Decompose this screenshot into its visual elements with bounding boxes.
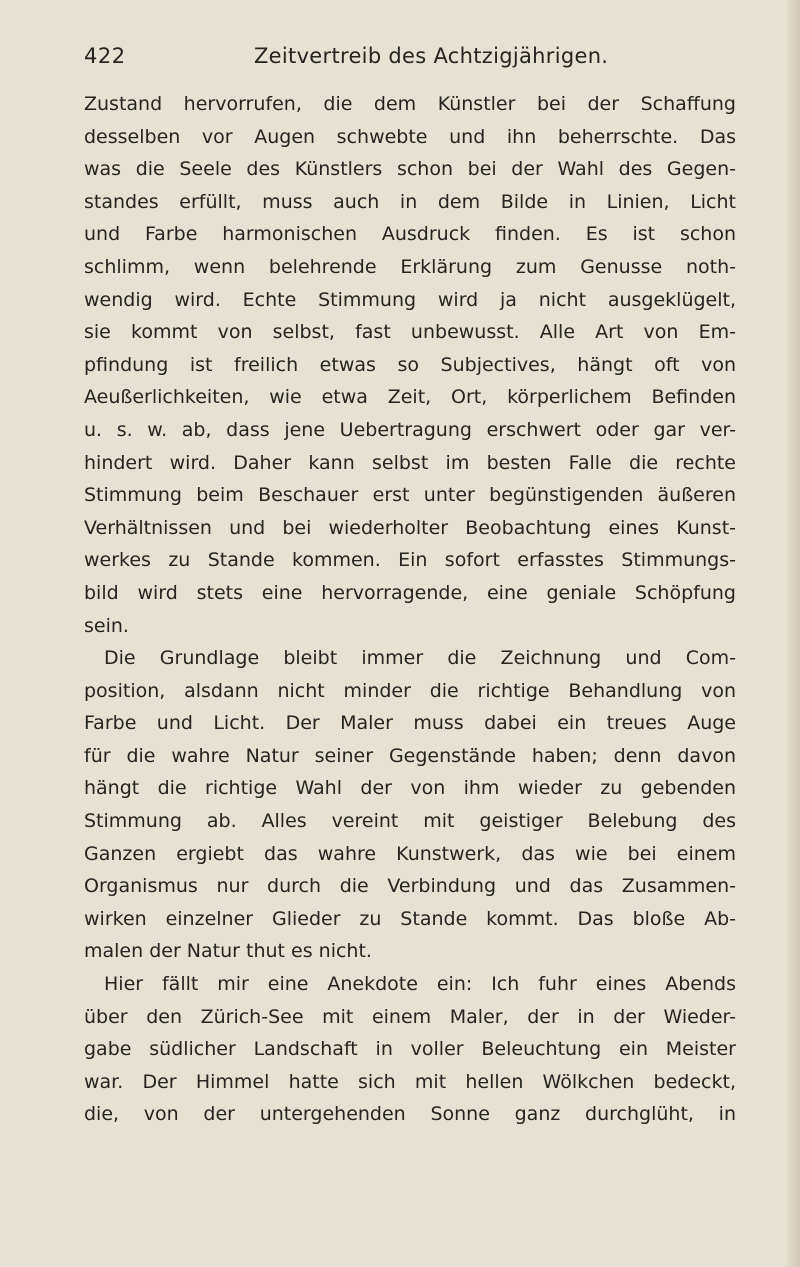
text-line: u. s. w. ab, dass jene Uebertragung erschwert oder gar ver- <box>84 418 736 441</box>
text-line: malen der Natur thut es nicht. <box>84 940 372 963</box>
text-line: schlimm, wenn belehrende Erklärung zum Genusse noth- <box>84 255 736 278</box>
text-line: Die Grundlage bleibt immer die Zeichnung und Com- <box>104 647 736 670</box>
text-line: wirken einzelner Glieder zu Stande kommt. Das bloße Ab- <box>84 907 736 930</box>
text-line: sein. <box>84 614 129 637</box>
text-line: standes erfüllt, muss auch in dem Bilde in Linien, Licht <box>84 190 736 213</box>
running-head <box>84 44 736 74</box>
text-line: was die Seele des Künstlers schon bei der Wahl des Gegen- <box>84 158 736 181</box>
text-line: Aeußerlichkeiten, wie etwa Zeit, Ort, körperlichem Befinden <box>84 386 736 409</box>
text-line: sie kommt von selbst, fast unbewusst. Alle Art von Em- <box>84 321 736 344</box>
text-line: Ganzen ergiebt das wahre Kunstwerk, das wie bei einem <box>84 842 736 865</box>
body-text <box>84 88 736 1131</box>
page-edge <box>786 0 800 1267</box>
running-title: Zeitvertreib des Achtzigjährigen. <box>254 44 609 68</box>
text-line: Hier fällt mir eine Anekdote ein: Ich fuhr eines Abends <box>104 973 736 996</box>
text-line: Verhältnissen und bei wiederholter Beobachtung eines Kunst- <box>84 516 736 539</box>
text-line: hängt die richtige Wahl der von ihm wieder zu gebenden <box>84 777 736 800</box>
text-line: für die wahre Natur seiner Gegenstände haben; denn davon <box>84 744 736 767</box>
text-line: über den Zürich-See mit einem Maler, der in der Wieder- <box>84 1005 736 1028</box>
text-line: Stimmung beim Beschauer erst unter begünstigenden äußeren <box>84 484 736 507</box>
text-line: und Farbe harmonischen Ausdruck finden. Es ist schon <box>84 223 736 246</box>
text-line: Farbe und Licht. Der Maler muss dabei ein treues Auge <box>84 712 736 735</box>
text-line: werkes zu Stande kommen. Ein sofort erfasstes Stimmungs- <box>84 549 736 572</box>
text-line: desselben vor Augen schwebte und ihn beherrschte. Das <box>84 125 736 148</box>
text-line: gabe südlicher Landschaft in voller Beleuchtung ein Meister <box>84 1038 736 1061</box>
text-line: wendig wird. Echte Stimmung wird ja nicht ausgeklügelt, <box>84 288 736 311</box>
page-number: 422 <box>84 44 126 68</box>
text-line: die, von der untergehenden Sonne ganz durchglüht, in <box>84 1103 736 1126</box>
text-line: position, alsdann nicht minder die richtige Behandlung von <box>84 679 736 702</box>
text-line: hindert wird. Daher kann selbst im besten Falle die rechte <box>84 451 736 474</box>
text-line: bild wird stets eine hervorragende, eine geniale Schöpfung <box>84 581 736 604</box>
text-line: Organismus nur durch die Verbindung und das Zusammen- <box>84 875 736 898</box>
text-line: Stimmung ab. Alles vereint mit geistiger Belebung des <box>84 810 736 833</box>
text-line: Zustand hervorrufen, die dem Künstler bei der Schaffung <box>84 93 736 115</box>
text-line: pfindung ist freilich etwas so Subjectives, hängt oft von <box>84 353 736 376</box>
text-line: war. Der Himmel hatte sich mit hellen Wölkchen bedeckt, <box>84 1070 736 1093</box>
